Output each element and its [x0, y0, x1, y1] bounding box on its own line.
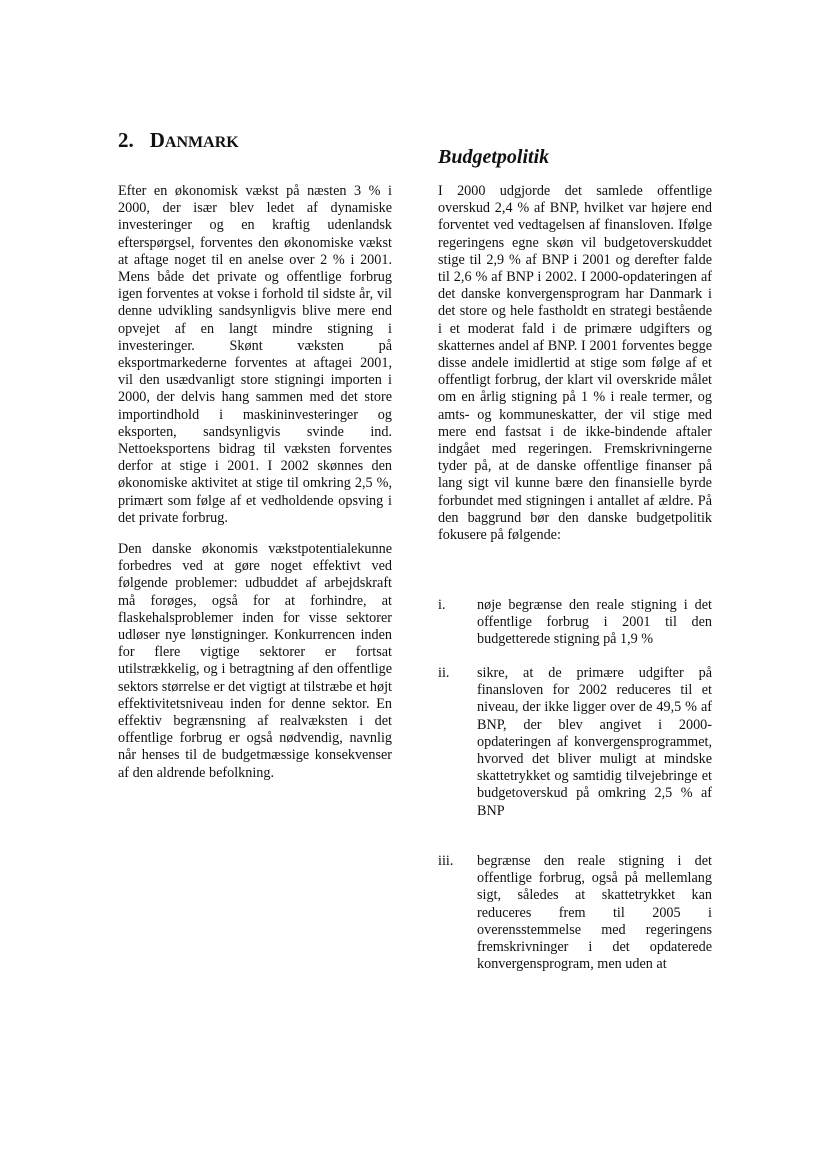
list-item-text: sikre, at de primære udgifter på finansloven for 2002 reduceres til et niveau, der ikke ligger over de 49,5 % af BNP, der blev angivet i 2000-opdateringen af konvergensprogrammet, hvorved det bliver muligt at mindske skattetrykket og samtidig tilvejebringe et budgetoverskud på omkring 2,5 % af BNP [477, 665, 712, 819]
list-item-text: begrænse den reale stigning i det offentlige forbrug, også på mellemlang sigt, således at skattetrykket kan reduceres frem til 2005 i overensstemmelse med regeringens fremskrivninger i det opdaterede konvergensprogram, men uden at [477, 853, 712, 973]
paragraph-economic-growth: Efter en økonomisk vækst på næsten 3 % i 2000, der især blev ledet af dynamiske investeringer og en kraftig udenlandsk efterspørgsel, forventes den økonomiske vækst at aftage noget til en anelse over 2 % i 2001. Mens både det private og offentlige forbrug igen forventes at vokse i forhold til sidste år, vil denne udvikling sandsynligvis blive mere end opvejet af en langt mindre stigning i investeringer. Skønt væksten på eksportmarkederne forventes at aftagei 2001, vil den usædvanligt store stigningi importen i 2000, der delvis hang sammen med det store importindhold i maskininvesteringer og eksporten, sandsynligvis svinde ind. Nettoeksportens bidrag til væksten forventes derfor at stige i 2001. I 2002 skønnes den økonomiske aktivitet at stige til omkring 2,5 %, primært som følge af et vedholdende opsving i det private forbrug. [118, 183, 392, 526]
section-number: 2. [118, 128, 134, 152]
subheading-budgetpolitik: Budgetpolitik [438, 146, 550, 168]
paragraph-budget-intro: I 2000 udgjorde det samlede offentlige overskud 2,4 % af BNP, hvilket var højere end forventet ved vedtagelsen af finansloven. Ifølge regeringens egne skøn vil budgetoverskuddet stige til 2,9 % af BNP i 2001 og derefter falde til 2,6 % af BNP i 2002. I 2000-opdateringen af det danske konvergensprogram har Danmark i det store og hele fastholdt en strategi bestående i et moderat fald i de primære udgifters og skatternes andel af BNP. I 2001 forventes begge disse andele imidlertid at stige som følge af et offentligt forbrug, der klart vil overskride målet om en årlig stigning på 1 % i reale termer, og amts- og kommuneskatter, der vil stige med mere end fastsat i de ikke-bindende aftaler indgået med regeringen. Fremskrivningerne tyder på, at de danske offentlige finanser på lang sigt vil kunne bære den finansielle byrde forbundet med stigningen i antallet af ældre. På den baggrund bør den danske budgetpolitik fokusere på følgende: [438, 183, 712, 544]
list-item [438, 853, 712, 973]
list-marker: i. [438, 597, 446, 613]
section-heading [118, 128, 239, 153]
list-item [438, 597, 712, 649]
section-title: DANMARK [149, 128, 239, 152]
list-item [438, 665, 712, 820]
list-marker: iii. [438, 853, 454, 869]
list-marker: ii. [438, 665, 450, 681]
paragraph-growth-potential: Den danske økonomis vækstpotentialekunne forbedres ved at gøre noget effektivt ved følgende problemer: udbuddet af arbejdskraft må forøges, også for at forhindre, at flaskehalsproblemer inden for visse sektorer udløser nye lønstigninger. Konkurrencen inden for flere vigtige sektorer er fortsat utilstrækkelig, og i betragtning af den offentlige sektors størrelse er det vigtigt at tilstræbe et højt effektivitetsniveau inden for denne sektor. En effektiv begrænsning af realvæksten i det offentlige forbrug er også nødvendig, navnlig når henses til de budgetmæssige konsekvenser af den aldrende befolkning. [118, 541, 392, 781]
list-item-text: nøje begrænse den reale stigning i det offentlige forbrug i 2001 til den budgetterede stigning på 1,9 % [477, 597, 712, 648]
